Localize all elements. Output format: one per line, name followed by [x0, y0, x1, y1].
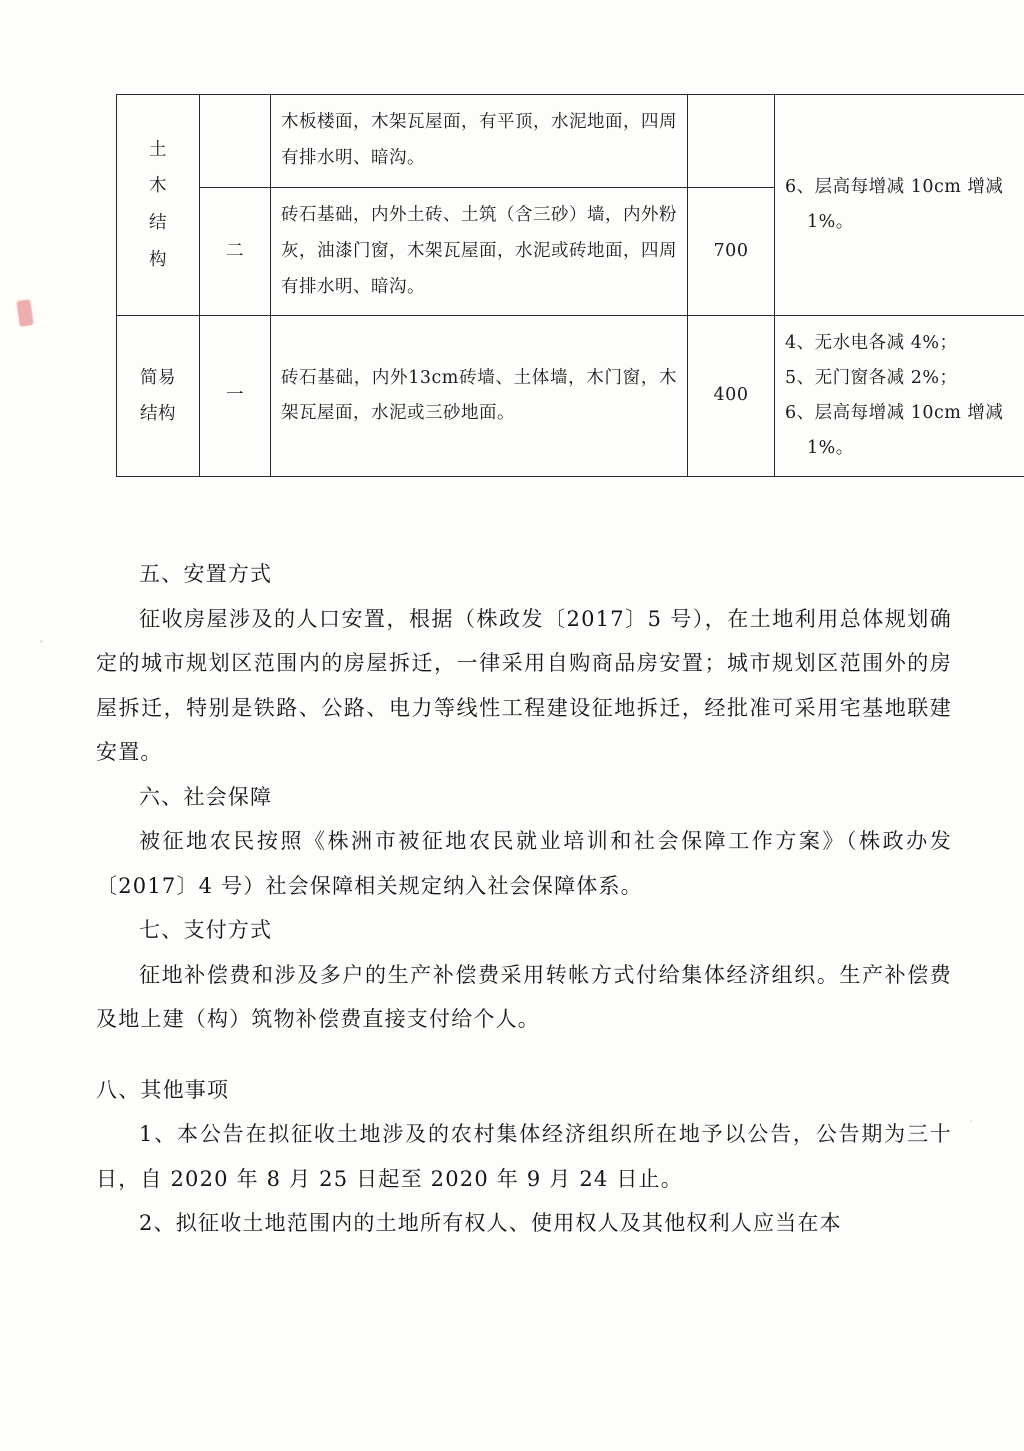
cell-price: 700 [688, 187, 775, 316]
cell-description: 木板楼面，木架瓦屋面，有平顶，水泥地面，四周有排水明、暗沟。 [271, 95, 688, 188]
cell-structure-type: 土 木 结 构 [117, 95, 200, 316]
table-row [117, 316, 1024, 477]
section-paragraph-6-1: 被征地农民按照《株洲市被征地农民就业培训和社会保障工作方案》（株政办发〔2017〕4 号）社会保障相关规定纳入社会保障体系。 [96, 829, 952, 898]
table-row [117, 95, 1024, 188]
cell-notes: 4、无水电各减 4%； 5、无门窗各减 2%； 6、层高每增减 10cm 增减 1%。 [775, 316, 1024, 477]
scan-speck [970, 1120, 972, 1122]
cell-notes: 6、层高每增减 10cm 增减 1%。 [775, 95, 1024, 316]
compensation-table-wrapper [116, 94, 1004, 477]
section-paragraph-8-1: 1、本公告在拟征收土地涉及的农村集体经济组织所在地予以公告，公告期为三十日，自 2020 年 8 月 25 日起至 2020 年 9 月 24 日止。 [96, 1122, 952, 1191]
section-heading-5: 五、安置方式 [139, 562, 273, 586]
compensation-table [116, 94, 1024, 477]
document-body [96, 552, 952, 1246]
cell-description: 砖石基础，内外土砖、土筑（含三砂）墙，内外粉灰，油漆门窗，木架瓦屋面，水泥或砖地面，四周有排水明、暗沟。 [271, 187, 688, 316]
section-heading-6: 六、社会保障 [139, 784, 273, 809]
cell-price: 400 [688, 316, 775, 477]
section-heading-7: 七、支付方式 [139, 918, 273, 943]
section-paragraph-7-1: 征地补偿费和涉及多户的生产补偿费采用转帐方式付给集体经济组织。生产补偿费及地上建（构）筑物补偿费直接支付给个人。 [96, 962, 952, 1032]
cell-description: 砖石基础，内外13cm砖墙、土体墙，木门窗，木架瓦屋面，水泥或三砂地面。 [271, 316, 688, 477]
cell-structure-type: 简易 结构 [117, 316, 200, 477]
section-spacer [96, 1042, 952, 1068]
cell-price [688, 95, 775, 188]
cell-level: 二 [200, 187, 271, 316]
scan-speck [40, 640, 43, 643]
section-heading-8: 八、其他事项 [96, 1077, 230, 1102]
red-stamp-mark [16, 299, 33, 327]
cell-level: 一 [200, 316, 271, 477]
section-paragraph-5-1: 征收房屋涉及的人口安置，根据（株政发〔2017〕5 号），在土地利用总体规划确定的城市规划区范围内的房屋拆迁，一律采用自购商品房安置；城市规划区范围外的房屋拆迁，特别是铁路、公路、电力等线性工程建设征地拆迁，经批准可采用宅基地联建安置。 [96, 606, 952, 765]
cell-level [200, 95, 271, 188]
section-paragraph-8-2: 2、拟征收土地范围内的土地所有权人、使用权人及其他权利人应当在本 [139, 1211, 842, 1236]
